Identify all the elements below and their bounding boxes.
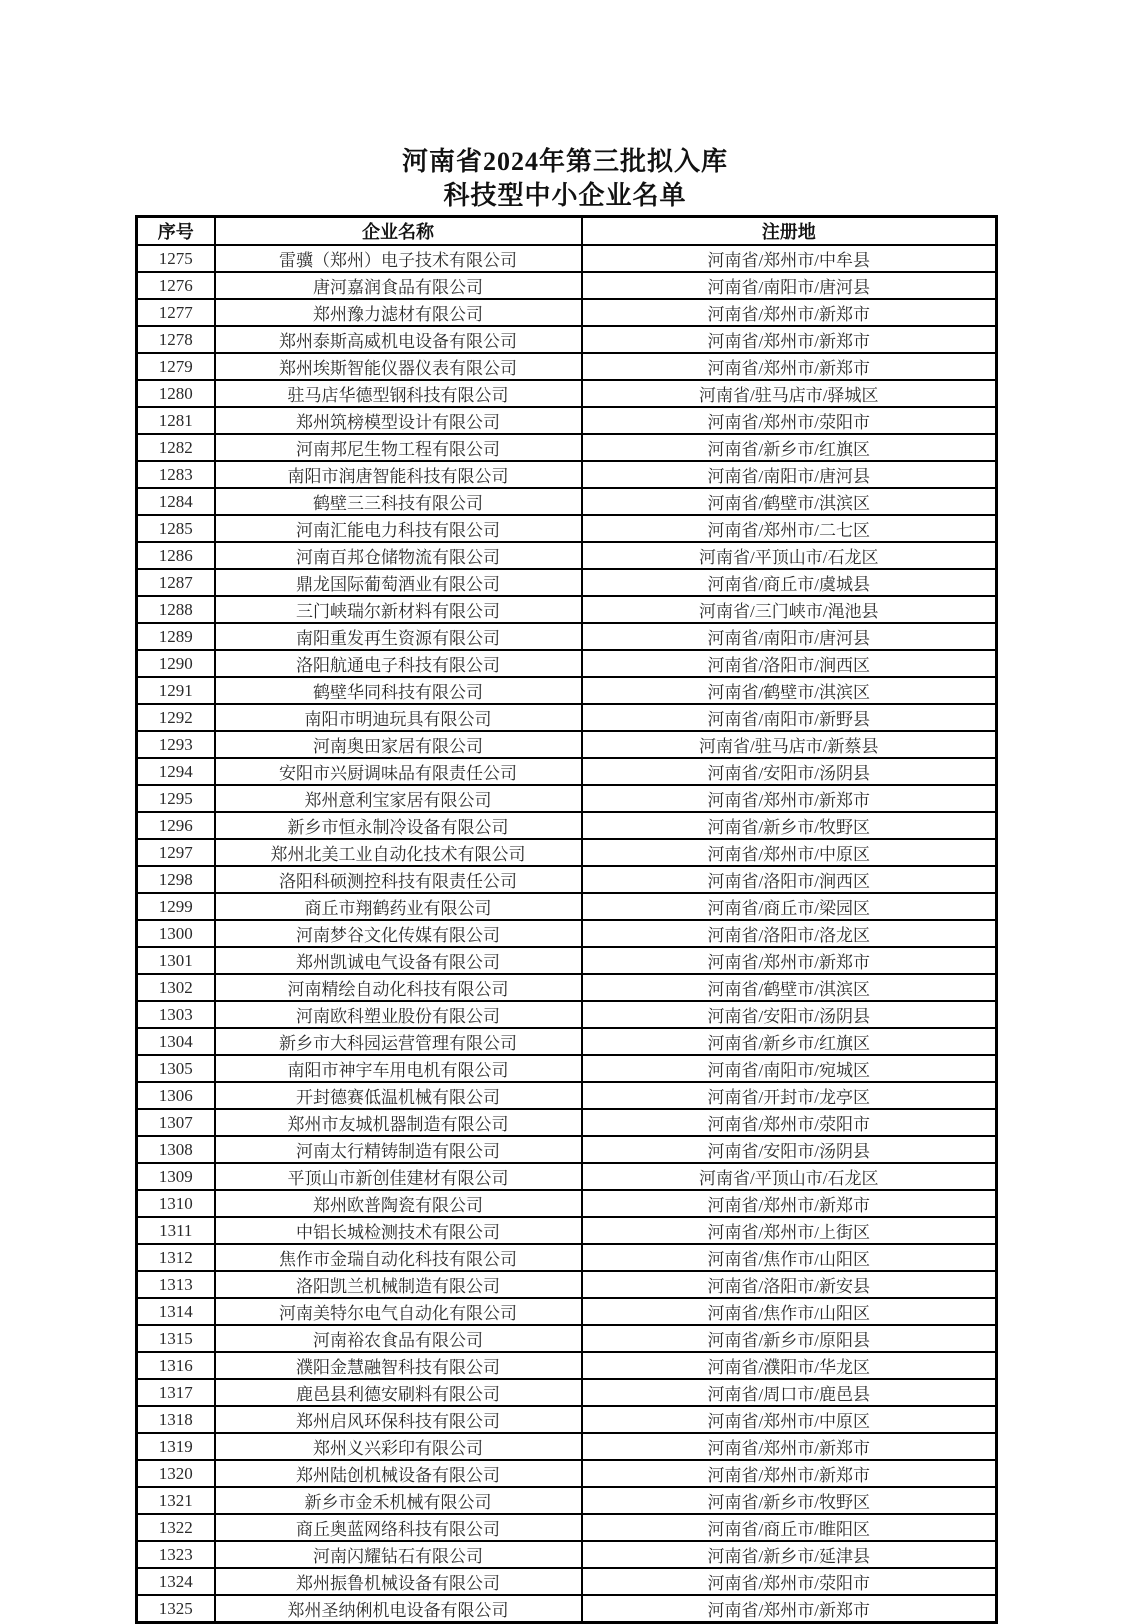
table-row [137,326,997,353]
cell-registration: 河南省/驻马店市/驿城区 [582,380,997,407]
cell-company-name: 洛阳航通电子科技有限公司 [215,650,582,677]
cell-company-name: 郑州埃斯智能仪器仪表有限公司 [215,353,582,380]
cell-serial: 1291 [137,677,215,704]
table-row [137,1379,997,1406]
cell-serial: 1292 [137,704,215,731]
cell-company-name: 郑州陆创机械设备有限公司 [215,1460,582,1487]
table-row [137,947,997,974]
cell-serial: 1316 [137,1352,215,1379]
cell-company-name: 郑州振鲁机械设备有限公司 [215,1568,582,1595]
table-row [137,1190,997,1217]
cell-company-name: 洛阳科硕测控科技有限责任公司 [215,866,582,893]
table-row [137,434,997,461]
cell-registration: 河南省/郑州市/新郑市 [582,947,997,974]
cell-company-name: 南阳重发再生资源有限公司 [215,623,582,650]
table-row [137,569,997,596]
cell-company-name: 郑州欧普陶瓷有限公司 [215,1190,582,1217]
cell-serial: 1282 [137,434,215,461]
cell-company-name: 南阳市明迪玩具有限公司 [215,704,582,731]
cell-serial: 1318 [137,1406,215,1433]
cell-serial: 1281 [137,407,215,434]
cell-serial: 1295 [137,785,215,812]
cell-serial: 1321 [137,1487,215,1514]
cell-company-name: 河南美特尔电气自动化有限公司 [215,1298,582,1325]
cell-serial: 1303 [137,1001,215,1028]
cell-registration: 河南省/郑州市/新郑市 [582,1460,997,1487]
cell-serial: 1305 [137,1055,215,1082]
cell-company-name: 河南奥田家居有限公司 [215,731,582,758]
cell-company-name: 郑州意利宝家居有限公司 [215,785,582,812]
cell-company-name: 商丘奥蓝网络科技有限公司 [215,1514,582,1541]
cell-company-name: 新乡市大科园运营管理有限公司 [215,1028,582,1055]
table-row [137,623,997,650]
table-row [137,1271,997,1298]
cell-company-name: 焦作市金瑞自动化科技有限公司 [215,1244,582,1271]
table-row [137,677,997,704]
cell-company-name: 平顶山市新创佳建材有限公司 [215,1163,582,1190]
cell-registration: 河南省/鹤壁市/淇滨区 [582,488,997,515]
table-row [137,515,997,542]
table-row [137,1082,997,1109]
cell-company-name: 河南精绘自动化科技有限公司 [215,974,582,1001]
cell-registration: 河南省/平顶山市/石龙区 [582,1163,997,1190]
cell-registration: 河南省/新乡市/红旗区 [582,434,997,461]
cell-serial: 1317 [137,1379,215,1406]
cell-company-name: 商丘市翔鹤药业有限公司 [215,893,582,920]
cell-serial: 1296 [137,812,215,839]
cell-serial: 1310 [137,1190,215,1217]
table-row [137,245,997,272]
cell-company-name: 驻马店华德型钢科技有限公司 [215,380,582,407]
cell-company-name: 鹤壁华同科技有限公司 [215,677,582,704]
cell-company-name: 郑州北美工业自动化技术有限公司 [215,839,582,866]
cell-serial: 1304 [137,1028,215,1055]
cell-serial: 1278 [137,326,215,353]
cell-company-name: 雷骥（郑州）电子技术有限公司 [215,245,582,272]
cell-company-name: 南阳市润唐智能科技有限公司 [215,461,582,488]
cell-serial: 1314 [137,1298,215,1325]
cell-serial: 1312 [137,1244,215,1271]
cell-company-name: 濮阳金慧融智科技有限公司 [215,1352,582,1379]
cell-registration: 河南省/新乡市/原阳县 [582,1325,997,1352]
table-row [137,299,997,326]
cell-serial: 1288 [137,596,215,623]
cell-registration: 河南省/郑州市/荥阳市 [582,1109,997,1136]
cell-registration: 河南省/南阳市/唐河县 [582,461,997,488]
table-row [137,893,997,920]
cell-serial: 1320 [137,1460,215,1487]
cell-registration: 河南省/南阳市/唐河县 [582,623,997,650]
table-row [137,1352,997,1379]
table-row [137,1217,997,1244]
cell-registration: 河南省/濮阳市/华龙区 [582,1352,997,1379]
table-row [137,407,997,434]
cell-company-name: 南阳市神宇车用电机有限公司 [215,1055,582,1082]
table-row [137,1541,997,1568]
table-row [137,758,997,785]
cell-registration: 河南省/郑州市/中牟县 [582,245,997,272]
cell-registration: 河南省/驻马店市/新蔡县 [582,731,997,758]
cell-company-name: 河南邦尼生物工程有限公司 [215,434,582,461]
table-row [137,542,997,569]
cell-serial: 1309 [137,1163,215,1190]
table-row [137,1406,997,1433]
cell-serial: 1297 [137,839,215,866]
cell-serial: 1302 [137,974,215,1001]
cell-serial: 1275 [137,245,215,272]
cell-company-name: 鼎龙国际葡萄酒业有限公司 [215,569,582,596]
cell-company-name: 新乡市恒永制冷设备有限公司 [215,812,582,839]
table-row [137,812,997,839]
cell-registration: 河南省/焦作市/山阳区 [582,1298,997,1325]
table-row [137,353,997,380]
cell-company-name: 郑州启风环保科技有限公司 [215,1406,582,1433]
cell-serial: 1299 [137,893,215,920]
cell-serial: 1324 [137,1568,215,1595]
cell-registration: 河南省/商丘市/虞城县 [582,569,997,596]
cell-registration: 河南省/新乡市/红旗区 [582,1028,997,1055]
cell-registration: 河南省/洛阳市/新安县 [582,1271,997,1298]
cell-registration: 河南省/周口市/鹿邑县 [582,1379,997,1406]
cell-company-name: 郑州圣纳俐机电设备有限公司 [215,1595,582,1623]
cell-company-name: 河南欧科塑业股份有限公司 [215,1001,582,1028]
cell-company-name: 河南梦谷文化传媒有限公司 [215,920,582,947]
cell-registration: 河南省/鹤壁市/淇滨区 [582,677,997,704]
cell-registration: 河南省/商丘市/梁园区 [582,893,997,920]
cell-company-name: 开封德赛低温机械有限公司 [215,1082,582,1109]
cell-serial: 1286 [137,542,215,569]
cell-company-name: 安阳市兴厨调味品有限责任公司 [215,758,582,785]
table-row [137,839,997,866]
cell-serial: 1293 [137,731,215,758]
table-row [137,1001,997,1028]
cell-registration: 河南省/新乡市/延津县 [582,1541,997,1568]
cell-registration: 河南省/三门峡市/渑池县 [582,596,997,623]
cell-registration: 河南省/南阳市/宛城区 [582,1055,997,1082]
cell-serial: 1289 [137,623,215,650]
cell-registration: 河南省/郑州市/新郑市 [582,1433,997,1460]
table-row [137,920,997,947]
table-row [137,785,997,812]
cell-registration: 河南省/新乡市/牧野区 [582,1487,997,1514]
table-row [137,1028,997,1055]
cell-registration: 河南省/平顶山市/石龙区 [582,542,997,569]
table-row [137,1109,997,1136]
table-row [137,1595,997,1623]
cell-registration: 河南省/郑州市/新郑市 [582,785,997,812]
table-row [137,1487,997,1514]
table-row [137,488,997,515]
cell-registration: 河南省/开封市/龙亭区 [582,1082,997,1109]
table-row [137,866,997,893]
table-row [137,1460,997,1487]
cell-serial: 1313 [137,1271,215,1298]
cell-registration: 河南省/安阳市/汤阴县 [582,1001,997,1028]
cell-registration: 河南省/郑州市/荥阳市 [582,407,997,434]
cell-serial: 1294 [137,758,215,785]
cell-registration: 河南省/安阳市/汤阴县 [582,758,997,785]
document-title-line1: 河南省2024年第三批拟入库 [401,147,728,176]
cell-registration: 河南省/洛阳市/涧西区 [582,650,997,677]
cell-company-name: 郑州豫力滤材有限公司 [215,299,582,326]
cell-serial: 1301 [137,947,215,974]
cell-serial: 1276 [137,272,215,299]
cell-company-name: 河南百邦仓储物流有限公司 [215,542,582,569]
cell-registration: 河南省/郑州市/新郑市 [582,326,997,353]
table-row [137,1325,997,1352]
cell-serial: 1311 [137,1217,215,1244]
cell-serial: 1315 [137,1325,215,1352]
cell-registration: 河南省/焦作市/山阳区 [582,1244,997,1271]
cell-company-name: 河南裕农食品有限公司 [215,1325,582,1352]
table-row [137,1136,997,1163]
cell-registration: 河南省/郑州市/中原区 [582,839,997,866]
cell-serial: 1323 [137,1541,215,1568]
document-title-line2: 科技型中小企业名单 [443,181,687,210]
cell-registration: 河南省/郑州市/新郑市 [582,353,997,380]
cell-registration: 河南省/鹤壁市/淇滨区 [582,974,997,1001]
cell-company-name: 中铝长城检测技术有限公司 [215,1217,582,1244]
cell-company-name: 郑州泰斯高威机电设备有限公司 [215,326,582,353]
cell-serial: 1283 [137,461,215,488]
cell-serial: 1287 [137,569,215,596]
cell-company-name: 河南闪耀钻石有限公司 [215,1541,582,1568]
cell-company-name: 洛阳凯兰机械制造有限公司 [215,1271,582,1298]
table-row [137,1244,997,1271]
table-row [137,704,997,731]
cell-serial: 1298 [137,866,215,893]
cell-registration: 河南省/南阳市/唐河县 [582,272,997,299]
column-header-registration: 注册地 [582,217,997,246]
cell-registration: 河南省/安阳市/汤阴县 [582,1136,997,1163]
cell-company-name: 郑州市友城机器制造有限公司 [215,1109,582,1136]
cell-company-name: 三门峡瑞尔新材料有限公司 [215,596,582,623]
table-row [137,1433,997,1460]
cell-serial: 1284 [137,488,215,515]
column-header-company-name: 企业名称 [215,217,582,246]
cell-registration: 河南省/南阳市/新野县 [582,704,997,731]
cell-serial: 1307 [137,1109,215,1136]
table-row [137,650,997,677]
cell-registration: 河南省/郑州市/新郑市 [582,1595,997,1623]
cell-company-name: 河南太行精铸制造有限公司 [215,1136,582,1163]
document-title [135,0,995,213]
cell-serial: 1308 [137,1136,215,1163]
table-row [137,1055,997,1082]
cell-company-name: 鹤壁三三科技有限公司 [215,488,582,515]
company-table [135,215,998,1624]
cell-serial: 1279 [137,353,215,380]
cell-company-name: 郑州凯诚电气设备有限公司 [215,947,582,974]
cell-registration: 河南省/商丘市/睢阳区 [582,1514,997,1541]
cell-serial: 1325 [137,1595,215,1623]
cell-registration: 河南省/郑州市/中原区 [582,1406,997,1433]
cell-company-name: 唐河嘉润食品有限公司 [215,272,582,299]
cell-registration: 河南省/郑州市/上街区 [582,1217,997,1244]
table-header-row [137,217,997,246]
table-row [137,272,997,299]
cell-registration: 河南省/洛阳市/涧西区 [582,866,997,893]
table-row [137,1163,997,1190]
cell-registration: 河南省/郑州市/新郑市 [582,1190,997,1217]
cell-company-name: 鹿邑县利德安刷料有限公司 [215,1379,582,1406]
table-row [137,1298,997,1325]
cell-serial: 1290 [137,650,215,677]
table-row [137,731,997,758]
cell-serial: 1306 [137,1082,215,1109]
cell-company-name: 新乡市金禾机械有限公司 [215,1487,582,1514]
cell-serial: 1300 [137,920,215,947]
cell-registration: 河南省/新乡市/牧野区 [582,812,997,839]
cell-registration: 河南省/洛阳市/洛龙区 [582,920,997,947]
table-row [137,461,997,488]
table-row [137,1568,997,1595]
cell-serial: 1322 [137,1514,215,1541]
table-row [137,1514,997,1541]
table-row [137,974,997,1001]
cell-company-name: 河南汇能电力科技有限公司 [215,515,582,542]
cell-serial: 1280 [137,380,215,407]
cell-company-name: 郑州筑榜模型设计有限公司 [215,407,582,434]
table-body [137,245,997,1623]
cell-registration: 河南省/郑州市/荥阳市 [582,1568,997,1595]
cell-serial: 1285 [137,515,215,542]
cell-registration: 河南省/郑州市/新郑市 [582,299,997,326]
cell-serial: 1277 [137,299,215,326]
table-row [137,380,997,407]
cell-registration: 河南省/郑州市/二七区 [582,515,997,542]
cell-serial: 1319 [137,1433,215,1460]
column-header-serial: 序号 [137,217,215,246]
table-row [137,596,997,623]
cell-company-name: 郑州义兴彩印有限公司 [215,1433,582,1460]
